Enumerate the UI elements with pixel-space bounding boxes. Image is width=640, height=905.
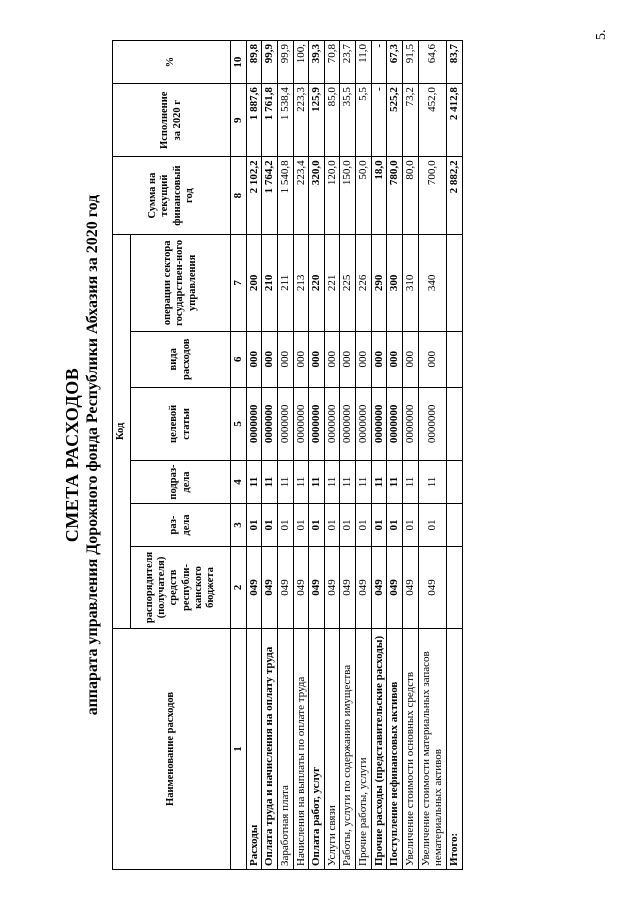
column-number: 1	[231, 628, 247, 869]
row-amount: 50,0	[356, 157, 372, 235]
column-number: 9	[231, 84, 247, 157]
row-section-code: 01	[293, 504, 309, 547]
table-row	[387, 41, 403, 870]
row-distributor-code: 049	[340, 547, 356, 629]
page-number: 5.	[594, 29, 609, 40]
row-expense-type-code: 000	[356, 331, 372, 387]
row-percent: 23,7	[340, 41, 356, 84]
row-amount: 320,0	[309, 157, 325, 235]
row-operation-code: 211	[277, 234, 293, 331]
rotated-page-content	[22, 30, 640, 880]
row-operation-code: 340	[418, 234, 446, 331]
row-distributor-code: 049	[371, 547, 387, 629]
row-name: Поступление нефинансовых активов	[387, 628, 403, 869]
row-name: Работы, услуги по содержанию имущества	[340, 628, 356, 869]
row-subsection-code: 11	[262, 460, 278, 503]
row-name: Заработная плата	[277, 628, 293, 869]
row-percent: 99,9	[262, 41, 278, 84]
row-percent: 83,7	[446, 41, 462, 84]
row-execution: 1 887,6	[246, 84, 262, 157]
row-expense-type-code: 000	[277, 331, 293, 387]
row-distributor-code	[446, 547, 462, 629]
row-expense-type-code: 000	[324, 331, 340, 387]
row-subsection-code	[446, 460, 462, 503]
row-expense-type-code: 000	[418, 331, 446, 387]
row-section-code: 01	[324, 504, 340, 547]
table-row	[403, 41, 419, 870]
row-execution: 452,0	[418, 84, 446, 157]
header-operation: операции сектора государствен-ного управления	[131, 234, 231, 331]
row-percent: 39,3	[309, 41, 325, 84]
header-subsection: подраз-дела	[131, 460, 231, 503]
row-execution: 73,2	[403, 84, 419, 157]
row-name: Услуги связи	[324, 628, 340, 869]
table-row	[340, 41, 356, 870]
row-subsection-code: 11	[293, 460, 309, 503]
row-subsection-code: 11	[277, 460, 293, 503]
row-subsection-code: 11	[403, 460, 419, 503]
header-section: раз-дела	[131, 504, 231, 547]
row-section-code: 01	[277, 504, 293, 547]
row-section-code: 01	[262, 504, 278, 547]
row-name: Начисления на выплаты по оплате труда	[293, 628, 309, 869]
row-expense-type-code: 000	[293, 331, 309, 387]
table-row	[293, 41, 309, 870]
row-expense-type-code: 000	[340, 331, 356, 387]
row-amount: 1 540,8	[277, 157, 293, 235]
row-name: Увеличение стоимости материальных запасов нематериальных активов	[418, 628, 446, 869]
document-title: СМЕТА РАСХОДОВ	[62, 367, 82, 543]
row-amount: 18,0	[371, 157, 387, 235]
row-distributor-code: 049	[418, 547, 446, 629]
row-name: Увеличение стоимости основных средств	[403, 628, 419, 869]
row-section-code: 01	[246, 504, 262, 547]
row-expense-type-code: 000	[309, 331, 325, 387]
row-operation-code: 200	[246, 234, 262, 331]
row-operation-code	[446, 234, 462, 331]
header-name: Наименование расходов	[113, 628, 231, 869]
table-row	[418, 41, 446, 870]
row-percent: 100,	[293, 41, 309, 84]
row-section-code: 01	[309, 504, 325, 547]
column-number-row	[231, 41, 247, 870]
row-execution: 525,2	[387, 84, 403, 157]
row-operation-code: 220	[309, 234, 325, 331]
header-expense-type: вида расходов	[131, 331, 231, 387]
row-target-code: 0000000	[246, 387, 262, 460]
row-operation-code: 210	[262, 234, 278, 331]
row-target-code: 0000000	[293, 387, 309, 460]
row-execution: 85,0	[324, 84, 340, 157]
table-row	[277, 41, 293, 870]
row-expense-type-code	[446, 331, 462, 387]
row-operation-code: 226	[356, 234, 372, 331]
row-distributor-code: 049	[246, 547, 262, 629]
table-row	[446, 41, 462, 870]
row-percent: 11,0	[356, 41, 372, 84]
row-execution: 1 538,4	[277, 84, 293, 157]
row-operation-code: 225	[340, 234, 356, 331]
row-distributor-code: 049	[293, 547, 309, 629]
row-section-code: 01	[403, 504, 419, 547]
header-target: целевой статьи	[131, 387, 231, 460]
column-number: 4	[231, 460, 247, 503]
column-number: 6	[231, 331, 247, 387]
column-number: 8	[231, 157, 247, 235]
row-target-code: 0000000	[277, 387, 293, 460]
row-percent: 70,8	[324, 41, 340, 84]
row-amount: 120,0	[324, 157, 340, 235]
row-subsection-code: 11	[387, 460, 403, 503]
row-subsection-code: 11	[340, 460, 356, 503]
row-target-code: 0000000	[309, 387, 325, 460]
table-row	[262, 41, 278, 870]
row-section-code: 01	[418, 504, 446, 547]
row-distributor-code: 049	[262, 547, 278, 629]
header-execution: Исполнение за 2020 г	[113, 84, 231, 157]
row-execution: -	[371, 84, 387, 157]
row-operation-code: 310	[403, 234, 419, 331]
row-name: Итого:	[446, 628, 462, 869]
row-operation-code: 290	[371, 234, 387, 331]
row-subsection-code: 11	[309, 460, 325, 503]
document-subtitle: аппарата управления Дорожного фонда Республики Абхазия за 2020 год	[84, 194, 101, 716]
row-execution: 5,5	[356, 84, 372, 157]
row-expense-type-code: 000	[387, 331, 403, 387]
row-name: Расходы	[246, 628, 262, 869]
row-target-code: 0000000	[340, 387, 356, 460]
row-expense-type-code: 000	[371, 331, 387, 387]
column-number: 10	[231, 41, 247, 84]
row-operation-code: 300	[387, 234, 403, 331]
header-percent: %	[113, 41, 231, 84]
row-name: Прочие работы, услуги	[356, 628, 372, 869]
row-expense-type-code: 000	[403, 331, 419, 387]
row-percent: 99,9	[277, 41, 293, 84]
row-distributor-code: 049	[324, 547, 340, 629]
row-subsection-code: 11	[371, 460, 387, 503]
row-target-code: 0000000	[371, 387, 387, 460]
row-distributor-code: 049	[277, 547, 293, 629]
header-distributor: распорядителя (получателя) средств республи-канского бюджета	[131, 547, 231, 629]
row-name: Оплата работ, услуг	[309, 628, 325, 869]
row-execution: 223,3	[293, 84, 309, 157]
row-expense-type-code: 000	[262, 331, 278, 387]
row-distributor-code: 049	[387, 547, 403, 629]
row-percent: 64,6	[418, 41, 446, 84]
row-name: Оплата труда и начисления на оплату труда	[262, 628, 278, 869]
column-number: 7	[231, 234, 247, 331]
row-amount: 150,0	[340, 157, 356, 235]
column-number: 2	[231, 547, 247, 629]
row-amount: 700,0	[418, 157, 446, 235]
table-row	[246, 41, 262, 870]
row-target-code: 0000000	[418, 387, 446, 460]
column-number: 3	[231, 504, 247, 547]
table-row	[371, 41, 387, 870]
row-section-code: 01	[340, 504, 356, 547]
row-section-code	[446, 504, 462, 547]
column-number: 5	[231, 387, 247, 460]
row-percent: 89,8	[246, 41, 262, 84]
table-row	[309, 41, 325, 870]
row-amount: 80,0	[403, 157, 419, 235]
row-operation-code: 213	[293, 234, 309, 331]
row-percent: -	[371, 41, 387, 84]
expense-estimate-table	[112, 40, 463, 870]
row-execution: 1 761,8	[262, 84, 278, 157]
row-subsection-code: 11	[324, 460, 340, 503]
row-percent: 67,3	[387, 41, 403, 84]
row-target-code: 0000000	[324, 387, 340, 460]
row-execution: 125,9	[309, 84, 325, 157]
header-amount: Сумма на текущий финансовый год	[113, 157, 231, 235]
header-code: Код	[113, 234, 131, 628]
table-row	[356, 41, 372, 870]
row-section-code: 01	[387, 504, 403, 547]
row-distributor-code: 049	[356, 547, 372, 629]
row-percent: 91,5	[403, 41, 419, 84]
row-operation-code: 221	[324, 234, 340, 331]
row-name: Прочие расходы (представительские расходы)	[371, 628, 387, 869]
row-expense-type-code: 000	[246, 331, 262, 387]
row-subsection-code: 11	[418, 460, 446, 503]
row-execution: 2 412,8	[446, 84, 462, 157]
row-amount: 2 882,2	[446, 157, 462, 235]
row-distributor-code: 049	[403, 547, 419, 629]
row-amount: 2 102,2	[246, 157, 262, 235]
row-section-code: 01	[371, 504, 387, 547]
row-amount: 223,4	[293, 157, 309, 235]
row-execution: 35,5	[340, 84, 356, 157]
row-section-code: 01	[356, 504, 372, 547]
row-target-code: 0000000	[387, 387, 403, 460]
row-distributor-code: 049	[309, 547, 325, 629]
table-row	[324, 41, 340, 870]
row-target-code: 0000000	[262, 387, 278, 460]
row-subsection-code: 11	[356, 460, 372, 503]
row-amount: 780,0	[387, 157, 403, 235]
row-target-code	[446, 387, 462, 460]
row-amount: 1 764,2	[262, 157, 278, 235]
row-target-code: 0000000	[403, 387, 419, 460]
row-subsection-code: 11	[246, 460, 262, 503]
row-target-code: 0000000	[356, 387, 372, 460]
